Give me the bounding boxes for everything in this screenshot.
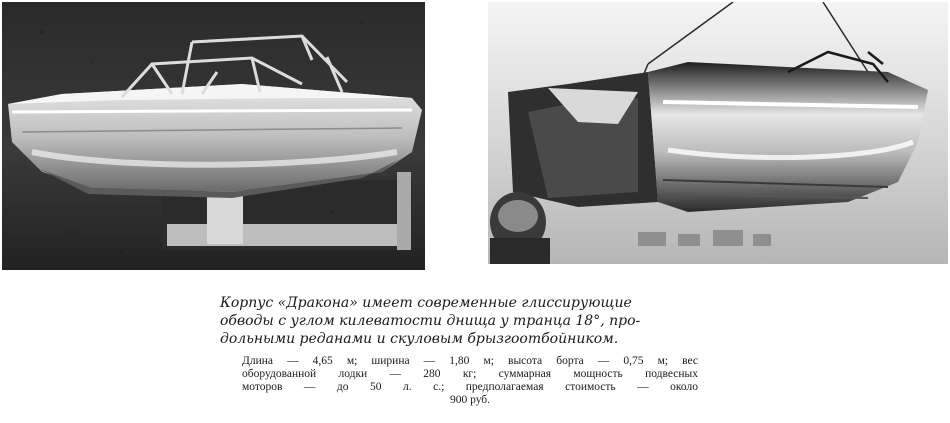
photo-caption — [220, 294, 720, 348]
specs-line: моторов — до 50 л. с.; предполагаемая стоимость — около — [242, 381, 698, 393]
specs-line: 900 руб. — [449, 394, 491, 406]
caption-line: дольными реданами и скуловым брызгоотбойником. — [220, 331, 619, 347]
specs-line: Длина — 4,65 м; ширина — 1,80 м; высота борта — 0,75 м; вес — [242, 355, 698, 367]
boat-photo-left — [2, 2, 425, 270]
boat-photo-right — [488, 2, 948, 264]
caption-line: Корпус «Дракона» имеет современные глиссирующие — [220, 295, 632, 311]
caption-line: обводы с углом килеватости днища у транца 18°, про- — [220, 313, 641, 329]
specs-line: оборудованной лодки — 280 кг; суммарная мощность подвесных — [242, 368, 698, 380]
boat-specifications — [242, 355, 698, 407]
